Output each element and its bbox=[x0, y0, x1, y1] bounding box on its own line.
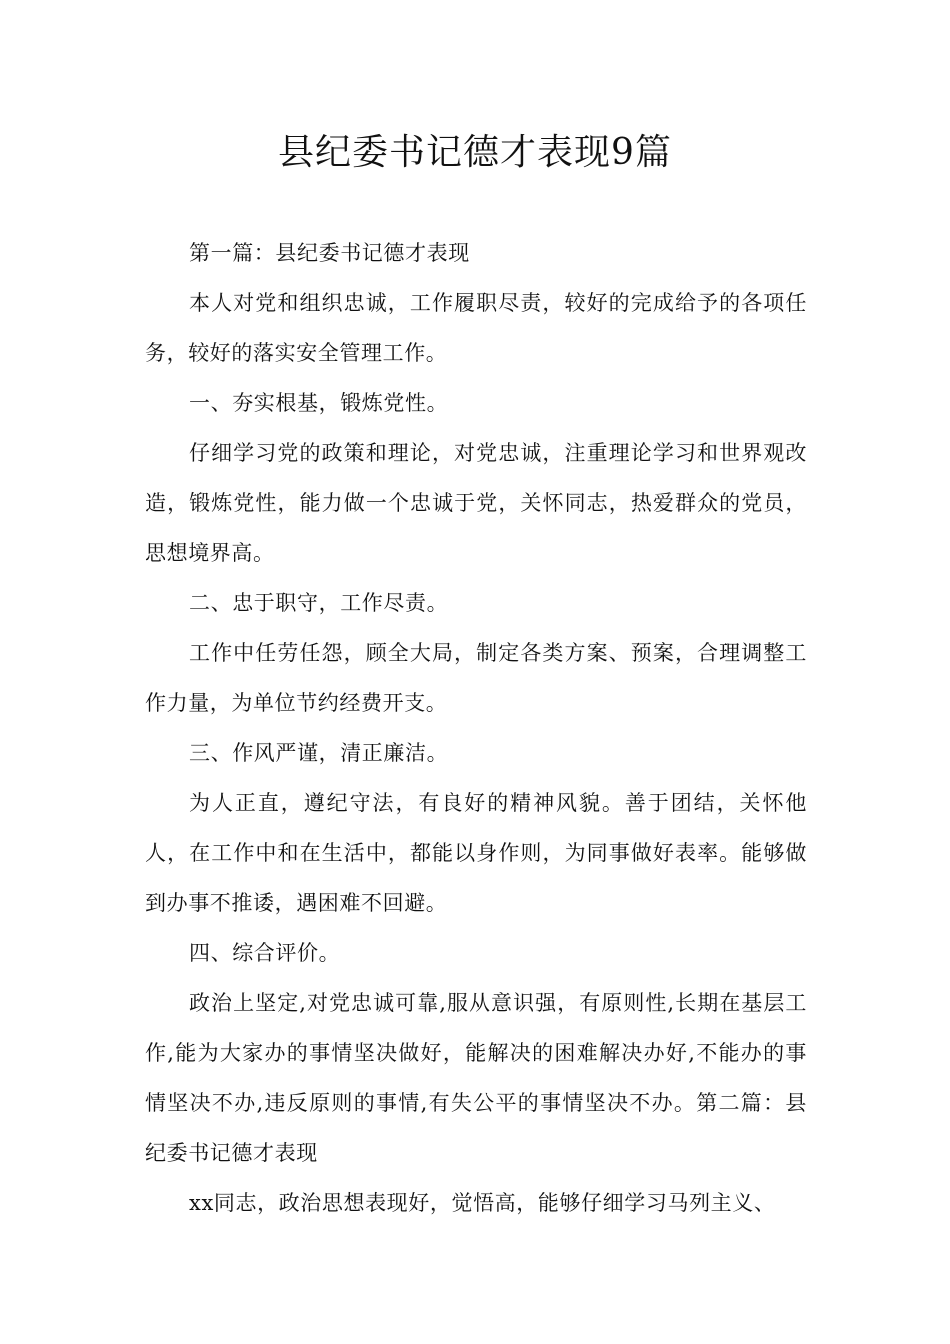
paragraph-10: 政治上坚定,对党忠诚可靠,服从意识强，有原则性,长期在基层工作,能为大家办的事情坚决做好，能解决的困难解决办好,不能办的事情坚决不办,违反原则的事情,有失公平的事情坚决不办。第二篇：县纪委书记德才表现 bbox=[145, 991, 807, 1165]
paragraph-11: xx同志，政治思想表现好，觉悟高，能够仔细学习马列主义、 bbox=[189, 1191, 776, 1215]
paragraph-3: 一、夯实根基，锻炼党性。 bbox=[189, 391, 449, 415]
paragraph-7: 三、作风严谨，清正廉洁。 bbox=[189, 741, 449, 765]
paragraph-4: 仔细学习党的政策和理论，对党忠诚，注重理论学习和世界观改造，锻炼党性，能力做一个忠诚于党，关怀同志，热爱群众的党员，思想境界高。 bbox=[145, 441, 807, 565]
document-title: 县纪委书记德才表现9篇 bbox=[278, 132, 672, 173]
document-body bbox=[145, 228, 807, 1228]
paragraph-9: 四、综合评价。 bbox=[189, 941, 341, 965]
paragraph-2: 本人对党和组织忠诚，工作履职尽责，较好的完成给予的各项任务，较好的落实安全管理工作。 bbox=[145, 291, 807, 365]
paragraph-8: 为人正直，遵纪守法，有良好的精神风貌。善于团结，关怀他人，在工作中和在生活中，都能以身作则，为同事做好表率。能够做到办事不推诿，遇困难不回避。 bbox=[145, 791, 807, 915]
paragraph-1: 第一篇：县纪委书记德才表现 bbox=[189, 241, 470, 265]
paragraph-6: 工作中任劳任怨，顾全大局，制定各类方案、预案，合理调整工作力量，为单位节约经费开支。 bbox=[145, 641, 807, 715]
paragraph-5: 二、忠于职守，工作尽责。 bbox=[189, 591, 449, 615]
